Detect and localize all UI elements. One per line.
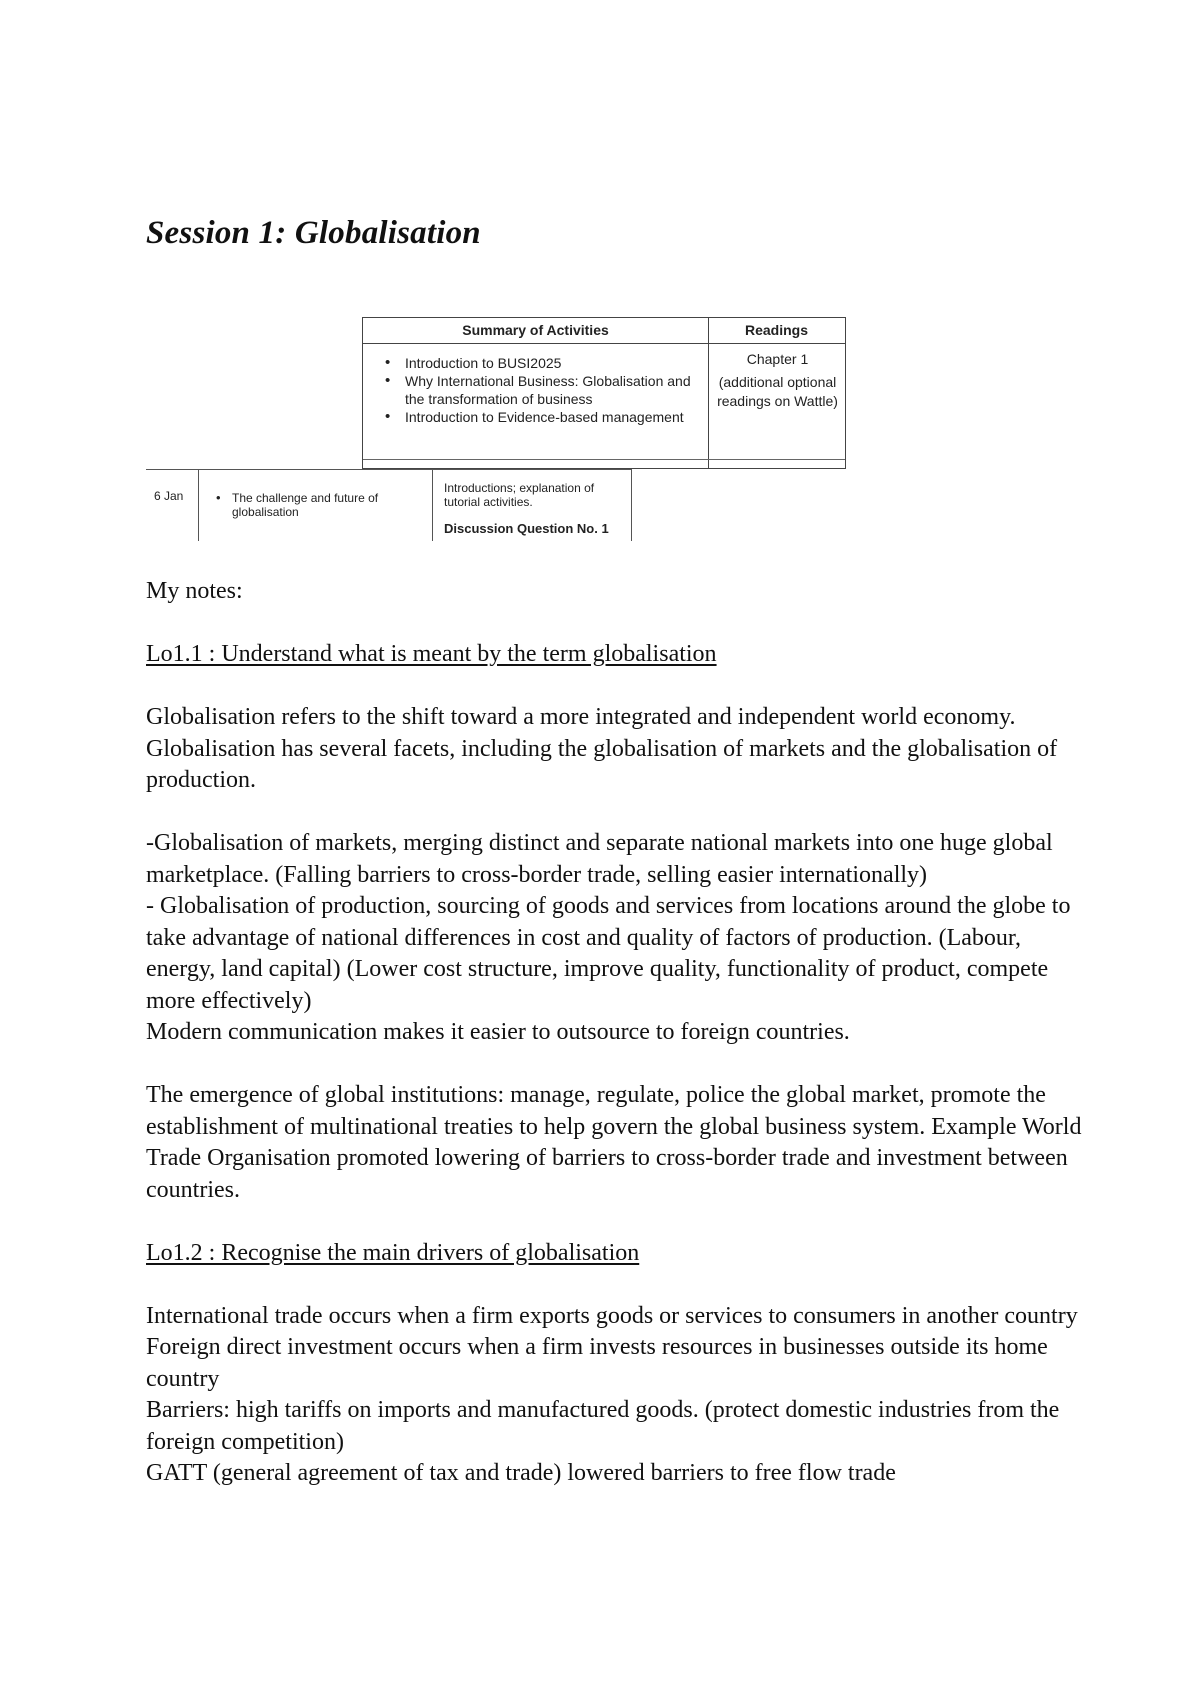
table-bottom-divider (363, 459, 845, 460)
lo2-heading: Lo1.2 : Recognise the main drivers of globalisation (146, 1239, 640, 1266)
table-column-divider (198, 469, 199, 541)
notes-paragraph: GATT (general agreement of tax and trade) lowered barriers to free flow trade (146, 1460, 896, 1486)
notes-paragraph: Barriers: high tariffs on imports and manufactured goods. (protect domestic industries from the foreign competition) (146, 1397, 1060, 1455)
schedule-table (146, 469, 632, 541)
lo1-heading: Lo1.1 : Understand what is meant by the term globalisation (146, 641, 717, 667)
list-item: • Introduction to BUSI2025 (381, 354, 711, 372)
activities-list (381, 354, 711, 426)
schedule-list (214, 491, 424, 519)
notes-paragraph: Modern communication makes it easier to outsource to foreign countries. (146, 1019, 850, 1045)
readings-cell (710, 350, 845, 411)
table-header-divider (363, 343, 845, 344)
list-item: • The challenge and future of globalisation (214, 491, 424, 519)
notes-paragraph: - Globalisation of production, sourcing of goods and services from locations around the globe to take advantage of national differences in cost and quality of factors of production. (Labour, energy, land capital) (Lower cost structure, improve quality, functionality of product, compete more effectively) (146, 893, 1071, 1014)
list-item: • Introduction to Evidence-based management (381, 408, 711, 426)
table-column-divider (631, 469, 632, 541)
notes-body (146, 576, 1096, 1490)
notes-paragraph: -Globalisation of markets, merging distinct and separate national markets into one huge global marketplace. (Falling barriers to cross-border trade, selling easier internationally) (146, 830, 1053, 888)
notes-paragraph: The emergence of global institutions: manage, regulate, police the global market, promote the establishment of multinational treaties to help govern the global business system. Example World Trade Organisation promoted lowering of barriers to cross-border trade and investment between countries. (146, 1082, 1082, 1203)
notes-paragraph: International trade occurs when a firm exports goods or services to consumers in another country (146, 1302, 1078, 1329)
page-title: Session 1: Globalisation (146, 215, 481, 251)
readings-header: Readings (744, 322, 808, 338)
table-column-divider (432, 469, 433, 541)
table-top-divider (146, 469, 632, 470)
notes-label: My notes: (146, 578, 243, 604)
summary-header: Summary of Activities (462, 322, 609, 338)
notes-paragraph: Globalisation refers to the shift toward a more integrated and independent world economy. Globalisation has several facets, including the globalisation of markets and the globalisation of production. (146, 704, 1058, 793)
readings-note: (additional optional readings on Wattle) (717, 374, 838, 409)
tutorial-text: Introductions; explanation of tutorial activities. (444, 481, 595, 509)
list-item: • Why International Business: Globalisation and the transformation of business (381, 372, 711, 408)
summary-table (362, 317, 846, 469)
discussion-question: Discussion Question No. 1 (444, 521, 609, 536)
readings-chapter: Chapter 1 (746, 351, 809, 367)
notes-paragraph: Foreign direct investment occurs when a firm invests resources in businesses outside its home country (146, 1334, 1048, 1392)
schedule-date: 6 Jan (154, 489, 184, 503)
